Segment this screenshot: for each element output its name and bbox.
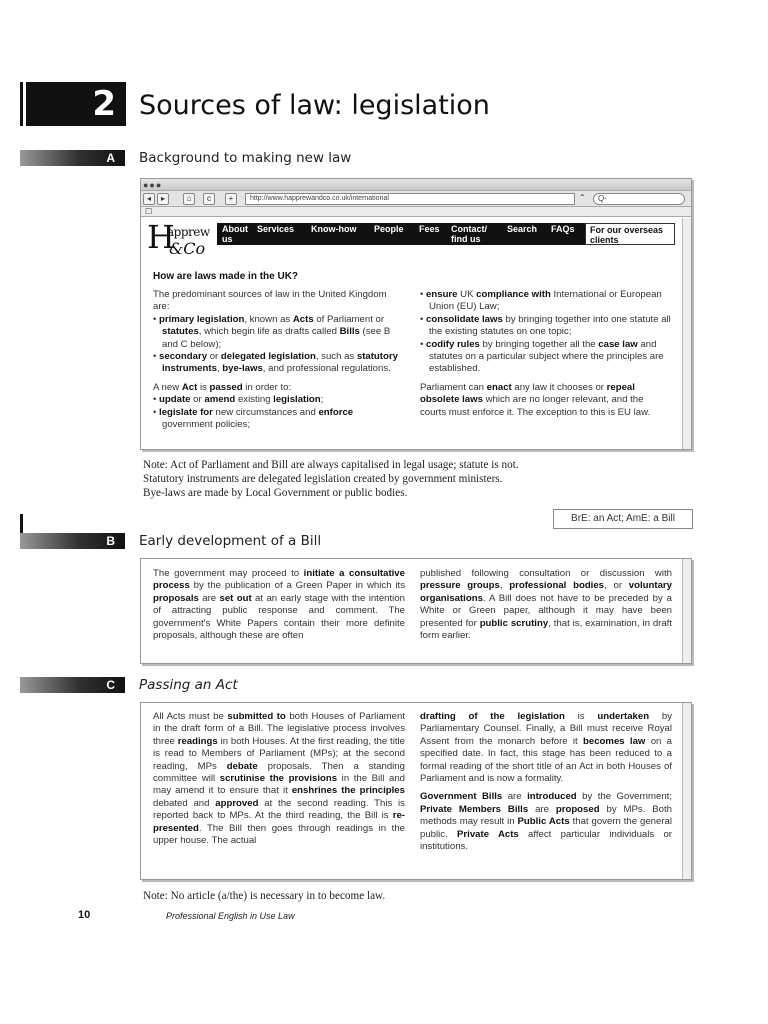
reload-icon[interactable]: c xyxy=(203,193,215,205)
firm-logo[interactable] xyxy=(147,218,211,261)
nav-services[interactable]: Services xyxy=(257,224,295,234)
go-icon[interactable]: ⌃ xyxy=(579,193,586,202)
browser-search-input[interactable]: Q- xyxy=(593,193,685,205)
list-item: • codify rules by bringing together all the case law and statutes on a particular subject where the principles are established. xyxy=(420,338,664,375)
forward-icon[interactable]: ▸ xyxy=(157,193,169,205)
section-b-scrollbar[interactable] xyxy=(682,559,691,663)
paragraph: Government Bills are introduced by the Government; Private Members Bills are proposed by MPs. Both methods may result in Public Acts that govern the general public. Private Acts affect particular individuals or institutions. xyxy=(420,791,673,853)
section-b-title: Early development of a Bill xyxy=(139,533,322,549)
section-a-title: Background to making new law xyxy=(139,150,352,166)
nav-people[interactable]: People xyxy=(374,224,404,234)
nav-search[interactable]: Search xyxy=(507,224,538,234)
address-bar[interactable]: http://www.happrewandco.co.uk/international xyxy=(245,193,575,205)
list-item: • secondary or delegated legislation, such as statutory instruments, bye-laws, and professional regulations. xyxy=(153,351,398,375)
window-controls-icon[interactable]: ●●● xyxy=(143,180,163,190)
list-item: • primary legislation, known as Acts of Parliament or statutes, which begin life as drafts called Bills (see B and C below); xyxy=(153,313,391,350)
logo-initial: H xyxy=(147,218,175,256)
nav-know-how[interactable]: Know-how xyxy=(311,224,357,234)
note-c: Note: No article (a/the) is necessary in to become law. xyxy=(143,890,386,902)
browser-scrollbar[interactable] xyxy=(682,218,691,449)
note-line: Bye-laws are made by Local Government or public bodies. xyxy=(143,487,408,499)
unit-rule xyxy=(20,82,23,126)
note-a xyxy=(143,458,519,500)
add-tab-icon[interactable]: + xyxy=(225,193,237,205)
site-nav xyxy=(217,223,589,245)
page-number: 10 xyxy=(78,909,91,921)
bookmarks-icon[interactable]: ☐ xyxy=(145,207,153,216)
bookmarks-bar xyxy=(141,207,691,217)
section-b-box xyxy=(140,558,692,664)
paragraph: drafting of the legislation is undertaken by Parliamentary Counsel. Finally, a Bill must receive Royal Assent from the monarch before it becomes law on a specified date. In fact, this stage has been reduced to a formal reading of the short title of an Act in both Houses of Parliament and is now a formality. xyxy=(420,711,673,785)
usage-tag: BrE: an Act; AmE: a Bill xyxy=(553,509,693,529)
list-item: • update or amend existing legislation; xyxy=(153,394,324,406)
book-title: Professional English in Use Law xyxy=(166,911,295,921)
list-item: • consolidate laws by bringing together into one statute all the existing statutes on one topic; xyxy=(420,313,671,338)
intro-text: The predominant sources of law in the United Kingdom are: xyxy=(153,289,387,313)
nav-contact[interactable]: Contact/ find us xyxy=(451,224,487,244)
article-left-column xyxy=(153,289,405,431)
article-heading: How are laws made in the UK? xyxy=(153,271,299,282)
nav-fees[interactable]: Fees xyxy=(419,224,440,234)
section-c-label: C xyxy=(20,677,125,693)
section-c-scrollbar[interactable] xyxy=(682,703,691,879)
section-c-left: All Acts must be submitted to both Houses of Parliament in the draft form of a Bill. The legislative process involves three readings in both Houses. At the first reading, the title is read to Members of Parliament (MPs); at the second reading, MPs debate proposals. Then a standing committee will scrutinise the provisions in the Bill and may amend it to ensure that it enshrines the principles debated and approved at the second reading. This is reported back to MPs. At the third reading, the Bill is re-presented. The Bill then goes through readings in the upper house. The actual xyxy=(153,711,406,847)
section-c-box xyxy=(140,702,692,880)
section-b-label: B xyxy=(20,533,125,549)
logo-line-2: &Co xyxy=(169,239,206,258)
list-item: • ensure UK compliance with International or European Union (EU) Law; xyxy=(420,289,662,313)
section-a-label: A xyxy=(20,150,125,166)
back-icon[interactable]: ◂ xyxy=(143,193,155,205)
section-c-right xyxy=(420,711,672,853)
page-title: Sources of law: legislation xyxy=(139,90,490,121)
logo-line-1: apprew xyxy=(167,225,210,239)
browser-window xyxy=(140,178,692,450)
section-c-title: Passing an Act xyxy=(139,677,238,693)
article-right-column xyxy=(420,289,672,419)
browser-toolbar xyxy=(141,191,691,207)
home-icon[interactable]: ⌂ xyxy=(183,193,195,205)
section-b-right: published following consultation or discussion with pressure groups, professional bodies, or voluntary organisations. A Bill does not have to be preceded by a White or Green paper, although it may have been presented for public scrutiny, that is, examination, in draft form earlier. xyxy=(420,568,673,642)
note-line: Statutory instruments are delegated legislation created by government ministers. xyxy=(143,473,503,485)
note-line: Note: Act of Parliament and Bill are always capitalised in legal usage; statute is not. xyxy=(143,459,519,471)
paragraph: A new Act is passed in order to: xyxy=(153,381,292,393)
section-b-left: The government may proceed to initiate a consultative process by the publication of a Green Paper in which its proposals are set out at an early stage with the intention of attracting public response and comment. The government's White Papers contain their more definite proposals, although these are often xyxy=(153,568,405,642)
list-item: • legislate for new circumstances and enforce government policies; xyxy=(153,406,354,431)
paragraph: Parliament can enact any law it chooses or repeal obsolete laws which are no longer relevant, and the courts must enforce it. The exception to this is EU law. xyxy=(420,381,651,418)
overseas-clients-link[interactable]: For our overseas clients xyxy=(585,223,675,245)
nav-about-us[interactable]: About us xyxy=(222,224,248,244)
browser-titlebar xyxy=(141,179,691,191)
unit-number: 2 xyxy=(26,82,126,126)
nav-faqs[interactable]: FAQs xyxy=(551,224,575,234)
